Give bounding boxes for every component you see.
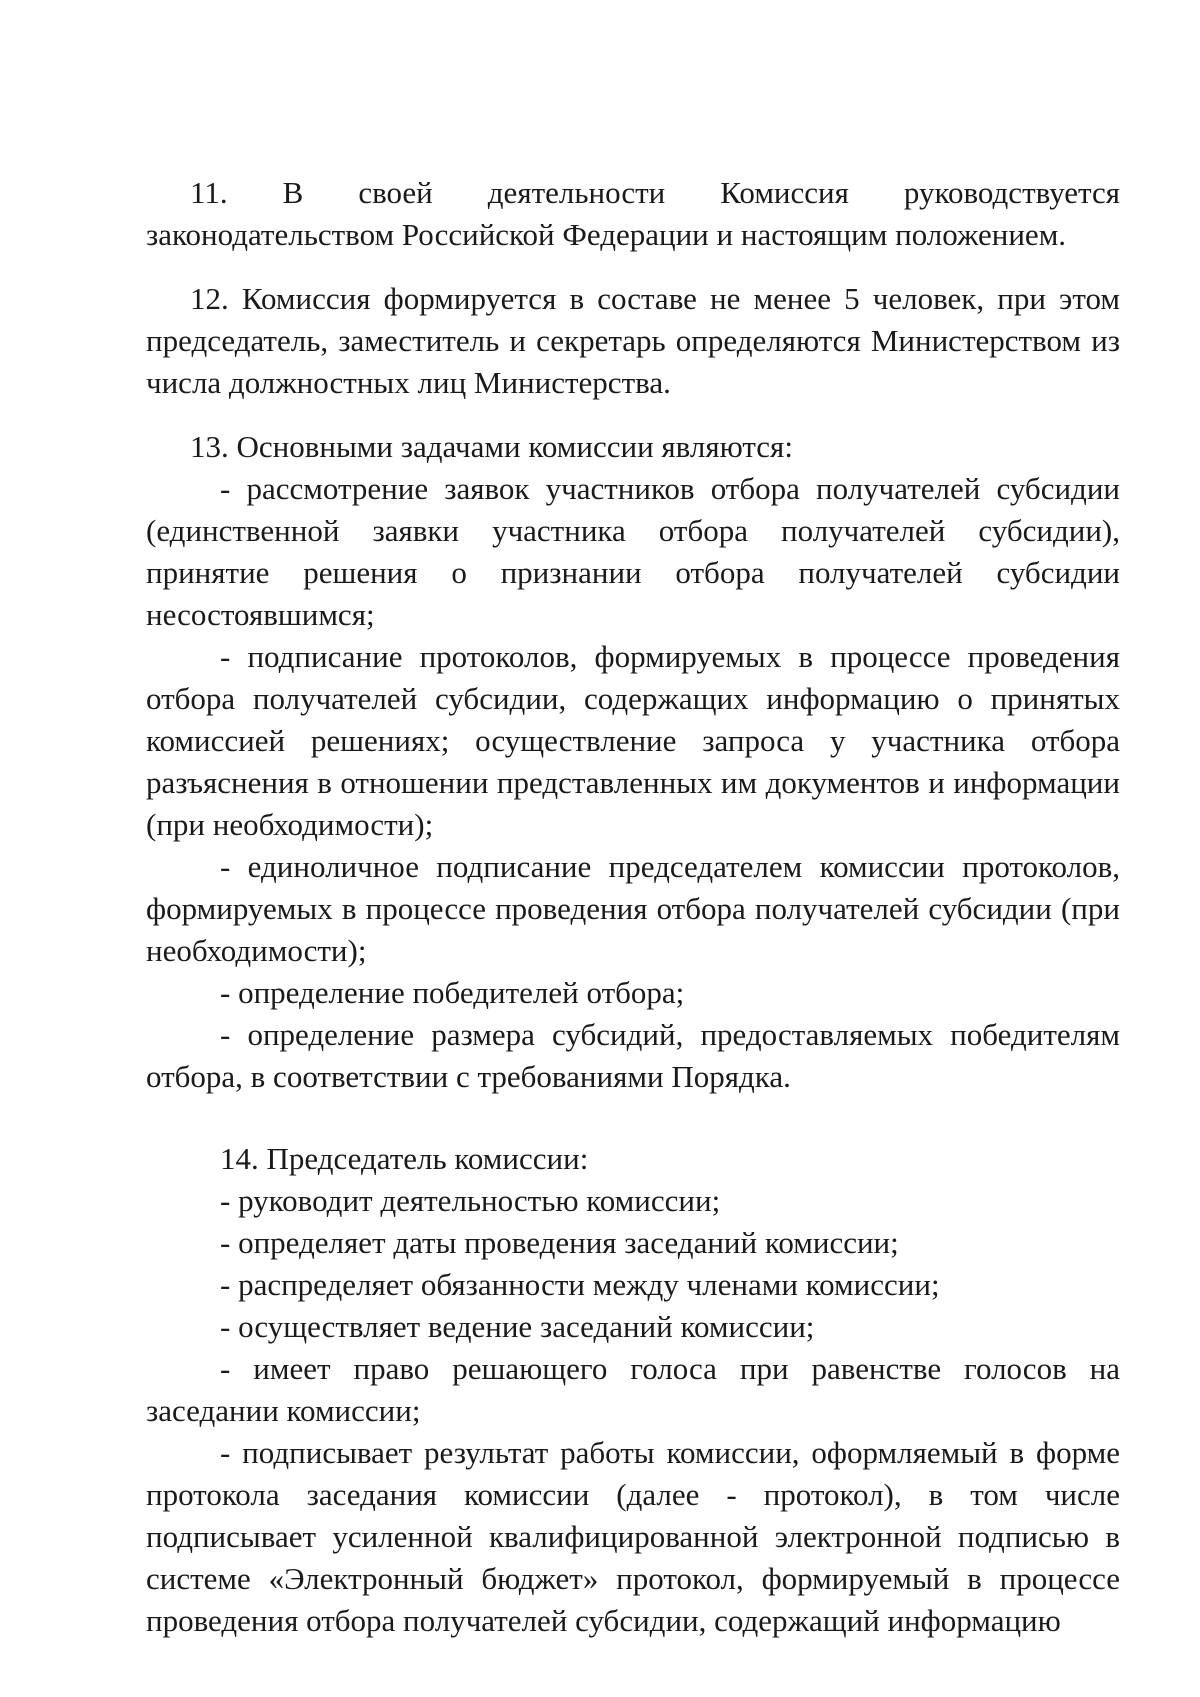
paragraph-14-item-1: - руководит деятельностью комиссии;: [220, 1183, 721, 1218]
paragraph-14-item-4: - осуществляет ведение заседаний комиссии;: [220, 1309, 815, 1344]
paragraph-13-item-5: - определение размера субсидий, предоставляемых победителям отбора, в соответствии с требованиями Порядка.: [146, 1017, 1120, 1094]
paragraph-12: 12. Комиссия формируется в составе не менее 5 человек, при этом председатель, заместитель и секретарь определяются Министерством из числа должностных лиц Министерства.: [146, 281, 1120, 400]
paragraph-14-item-2: - определяет даты проведения заседаний комиссии;: [220, 1225, 899, 1260]
paragraph-13: 13. Основными задачами комиссии являются:: [190, 429, 793, 464]
paragraph-11: 11. В своей деятельности Комиссия руководствуется законодательством Российской Федерации и настоящим положением.: [146, 175, 1120, 252]
paragraph-14-item-6: - подписывает результат работы комиссии, оформляемый в форме протокола заседания комиссии (далее - протокол), в том числе подписывает усиленной квалифицированной электронной подписью в системе «Электронный бюджет» протокол, формируемый в процессе проведения отбора получателей субсидии, содержащий информацию: [146, 1435, 1120, 1638]
paragraph-13-item-1: - рассмотрение заявок участников отбора получателей субсидии (единственной заявки участника отбора получателей субсидии), принятие решения о признании отбора получателей субсидии несостоявшимся;: [146, 471, 1120, 632]
paragraph-14: 14. Председатель комиссии:: [220, 1141, 589, 1176]
paragraph-13-item-3: - единоличное подписание председателем комиссии протоколов, формируемых в процессе проведения отбора получателей субсидии (при необходимости);: [146, 849, 1120, 968]
paragraph-14-item-3: - распределяет обязанности между членами комиссии;: [220, 1267, 940, 1302]
paragraph-13-item-2: - подписание протоколов, формируемых в процессе проведения отбора получателей субсидии, содержащих информацию о принятых комиссией решениях; осуществление запроса у участника отбора разъяснения в отношении представленных им документов и информации (при необходимости);: [146, 639, 1120, 842]
paragraph-13-item-4: - определение победителей отбора;: [220, 975, 685, 1010]
document-body: [146, 172, 1120, 1642]
paragraph-14-item-5: - имеет право решающего голоса при равенстве голосов на заседании комиссии;: [146, 1351, 1120, 1428]
